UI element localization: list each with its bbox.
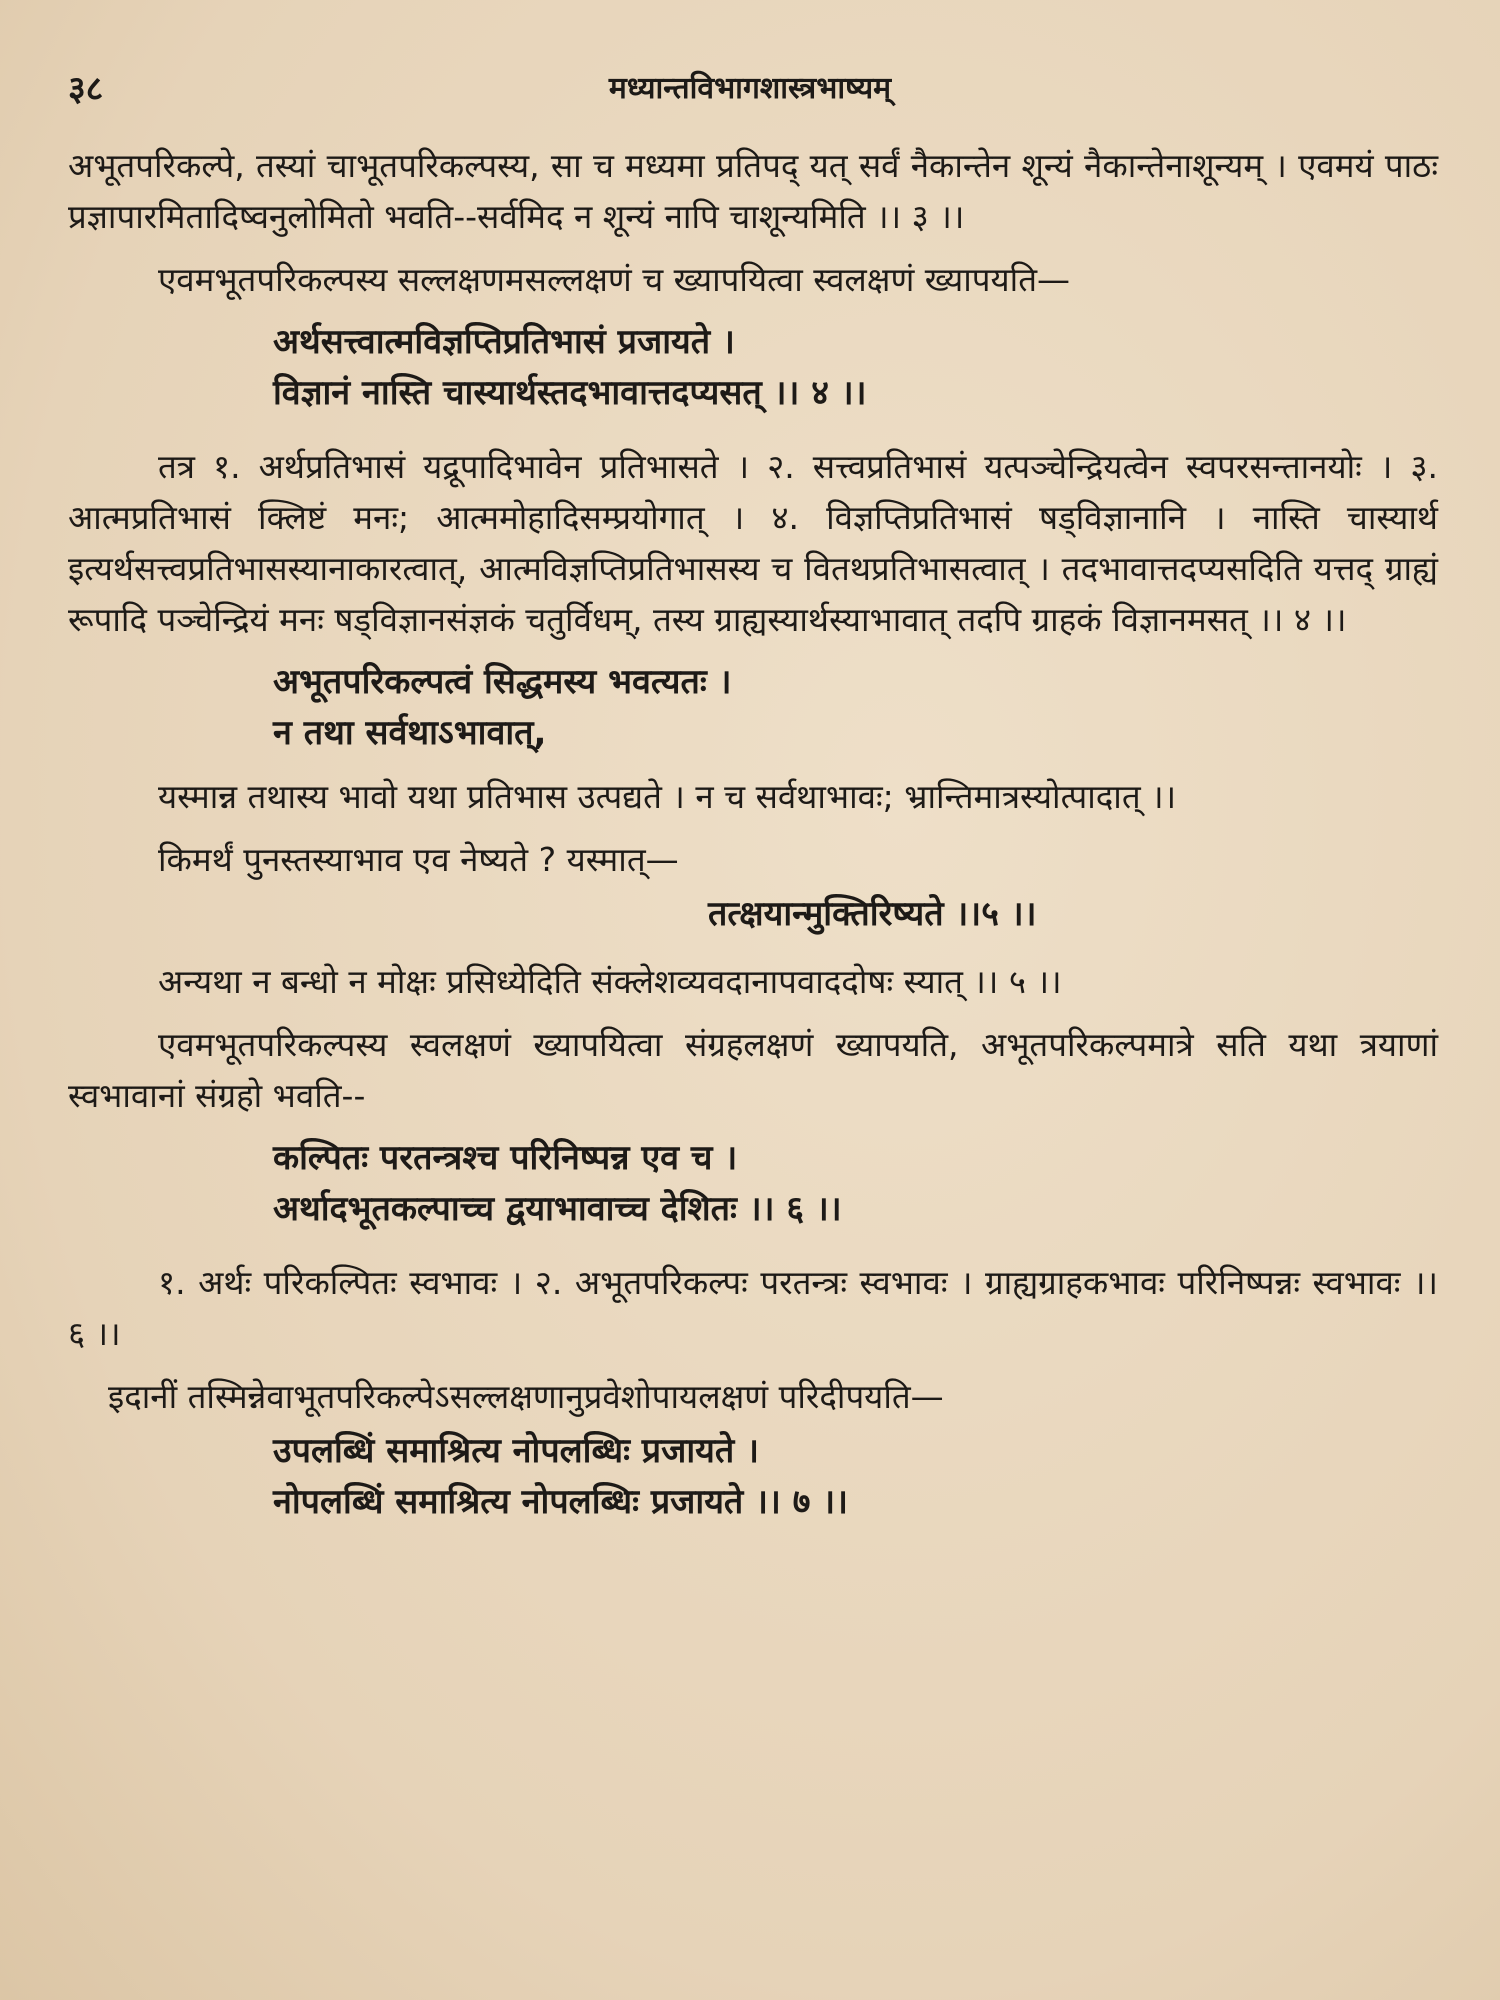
verse-4-line-2: विज्ञानं नास्ति चास्यार्थस्तदभावात्तदप्यसत् ।। ४ ।।	[273, 373, 867, 413]
verse-6	[68, 1133, 1438, 1235]
verse-6-line-2: अर्थादभूतकल्पाच्च द्वयाभावाच्च देशितः ।। ६ ।।	[273, 1189, 842, 1229]
verse-4-line-1: अर्थसत्त्वात्मविज्ञप्तिप्रतिभासं प्रजायते ।	[273, 322, 735, 362]
paragraph-7: एवमभूतपरिकल्पस्य स्वलक्षणं ख्यापयित्वा संग्रहलक्षणं ख्यापयति, अभूतपरिकल्पमात्रे सति यथा त्रयाणां स्वभावानां संग्रहो भवति--	[68, 1025, 1438, 1115]
verse-7	[68, 1426, 1438, 1528]
paragraph-4: यस्मान्न तथास्य भावो यथा प्रतिभास उत्पद्यते । न च सर्वथाभावः; भ्रान्तिमात्रस्योत्पादात् ।।	[158, 777, 1177, 816]
paragraph-9: इदानीं तस्मिन्नेवाभूतपरिकल्पेऽसल्लक्षणानुप्रवेशोपायलक्षणं परिदीपयति—	[108, 1377, 944, 1416]
page-header	[60, 60, 1440, 110]
paragraph-5: किमर्थं पुनस्तस्याभाव एव नेष्यते ? यस्मात्—	[158, 840, 679, 879]
verse-5-line-2: न तथा सर्वथाऽभावात्,	[273, 713, 547, 753]
page-body	[68, 140, 1438, 1550]
verse-5-line-3: तत्क्षयान्मुक्तिरिष्यते ।।५ ।।	[708, 894, 1037, 934]
verse-7-line-2: नोपलब्धिं समाश्रित्य नोपलब्धिः प्रजायते ।। ७ ।।	[273, 1482, 849, 1522]
verse-7-line-1: उपलब्धिं समाश्रित्य नोपलब्धिः प्रजायते ।	[273, 1431, 759, 1471]
paragraph-8: १. अर्थः परिकल्पितः स्वभावः । २. अभूतपरिकल्पः परतन्त्रः स्वभावः । ग्राह्यग्राहकभावः परिनिष्पन्नः स्वभावः ।। ६ ।।	[68, 1263, 1438, 1353]
running-title: मध्यान्तविभागशास्त्रभाष्यम्	[608, 71, 892, 106]
paragraph-2: एवमभूतपरिकल्पस्य सल्लक्षणमसल्लक्षणं च ख्यापयित्वा स्वलक्षणं ख्यापयति—	[158, 260, 1071, 299]
verse-4	[68, 317, 1438, 419]
verse-5	[68, 657, 1438, 759]
paragraph-6: अन्यथा न बन्धो न मोक्षः प्रसिध्येदिति संक्लेशव्यवदानापवाददोषः स्यात् ।। ५ ।।	[158, 962, 1062, 1001]
paragraph-3: तत्र १. अर्थप्रतिभासं यद्रूपादिभावेन प्रतिभासते । २. सत्त्वप्रतिभासं यत्पञ्चेन्द्रियत्वेन स्वपरसन्तानयोः । ३. आत्मप्रतिभासं क्लिष्टं मनः; आत्ममोहादिसम्प्रयोगात् । ४. विज्ञप्तिप्रतिभासं षड्विज्ञानानि । नास्ति चास्यार्थ इत्यर्थसत्त्वप्रतिभासस्यानाकारत्वात्, आत्मविज्ञप्तिप्रतिभासस्य च वितथप्रतिभासत्वात् । तदभावात्तदप्यसदिति यत्तद् ग्राह्यं रूपादि पञ्चेन्द्रियं मनः षड्विज्ञानसंज्ञकं चतुर्विधम्, तस्य ग्राह्यस्यार्थस्याभावात् तदपि ग्राहकं विज्ञानमसत् ।। ४ ।।	[68, 447, 1438, 639]
verse-5-line-1: अभूतपरिकल्पत्वं सिद्धमस्य भवत्यतः ।	[273, 662, 732, 702]
page-number: ३८	[68, 69, 104, 109]
verse-6-line-1: कल्पितः परतन्त्रश्च परिनिष्पन्न एव च ।	[273, 1138, 738, 1178]
verse-5-end	[68, 889, 1438, 940]
paragraph-1: अभूतपरिकल्पे, तस्यां चाभूतपरिकल्पस्य, सा च मध्यमा प्रतिपद् यत् सर्वं नैकान्तेन शून्यं नैकान्तेनाशून्यम् । एवमयं पाठः प्रज्ञापारमितादिष्वनुलोमितो भवति--सर्वमिद न शून्यं नापि चाशून्यमिति ।। ३ ।।	[68, 146, 1438, 236]
